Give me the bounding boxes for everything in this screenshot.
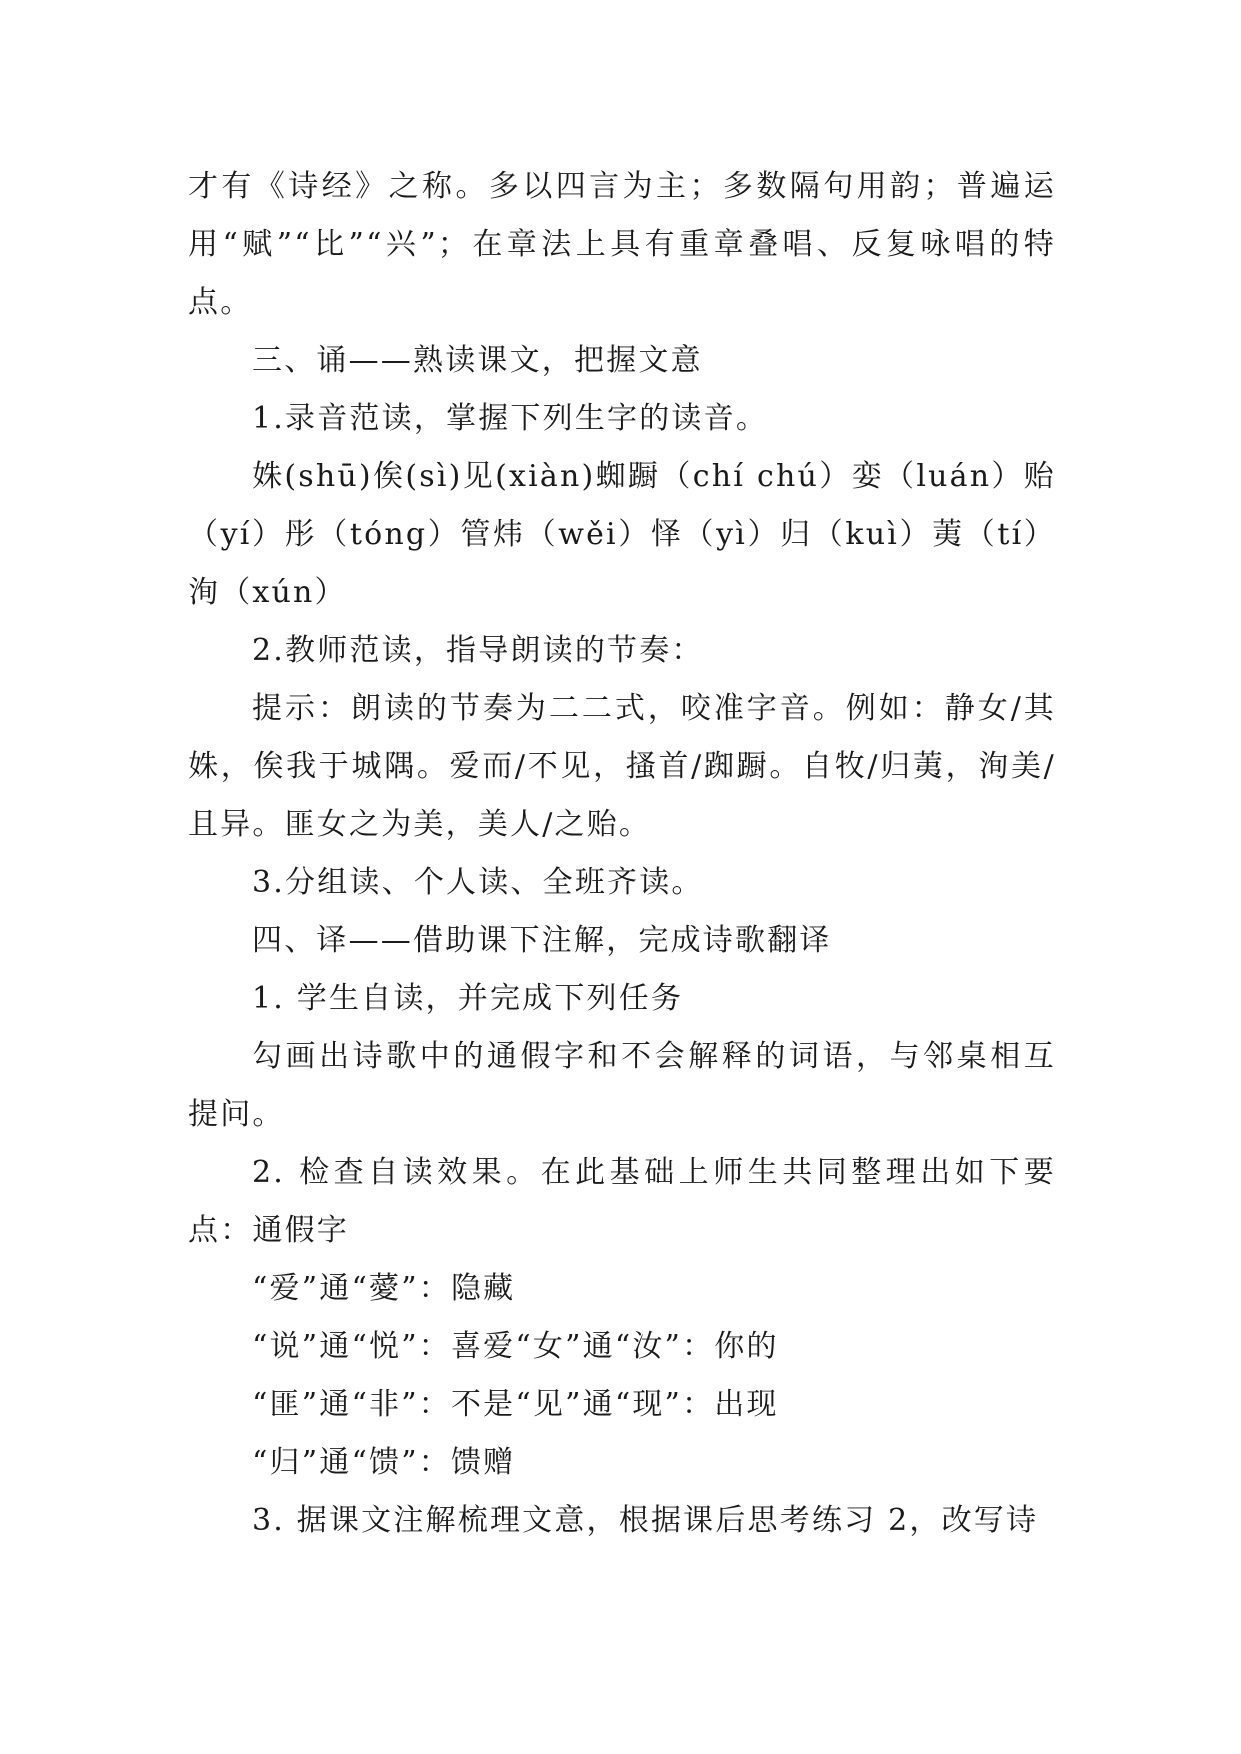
document-body bbox=[188, 158, 1056, 1550]
section-heading-recite: 三、诵——熟读课文，把握文意 bbox=[252, 343, 703, 378]
section-heading-translate: 四、译——借助课下注解，完成诗歌翻译 bbox=[252, 923, 832, 958]
list-item-teacher-reading: 2.教师范读，指导朗读的节奏： bbox=[252, 633, 704, 668]
tongjia-item-gui: “归”通“馈”：馈赠 bbox=[252, 1445, 516, 1480]
list-item-self-reading: 1. 学生自读，并完成下列任务 bbox=[252, 981, 684, 1016]
list-item-check-results: 2. 检查自读效果。在此基础上师生共同整理出如下要点：通假字 bbox=[188, 1155, 1056, 1248]
paragraph-task-description: 勾画出诗歌中的通假字和不会解释的词语，与邻桌相互提问。 bbox=[188, 1039, 1056, 1132]
list-item-recording-reading: 1.录音范读，掌握下列生字的读音。 bbox=[252, 401, 769, 436]
paragraph-shijing-intro: 才有《诗经》之称。多以四言为主；多数隔句用韵；普遍运用“赋”“比”“兴”；在章法上具有重章叠唱、反复咏唱的特点。 bbox=[188, 169, 1056, 320]
paragraph-pronunciation-list: 姝(shū)俟(sì)见(xiàn)蜘蹰（chí chú）娈（luán）贻（yí）彤（tóng）管炜（wěi）怿（yì）归（kuì）荑（tí）洵（xún） bbox=[188, 459, 1056, 610]
tongjia-item-fei-jian: “匪”通“非”：不是“见”通“现”：出现 bbox=[252, 1387, 779, 1422]
paragraph-rhythm-tip: 提示：朗读的节奏为二二式，咬准字音。例如：静女/其姝，俟我于城隅。爱而/不见，搔首/踟蹰。自牧/归荑，洵美/且异。匪女之为美，美人/之贻。 bbox=[188, 691, 1056, 842]
list-item-group-reading: 3.分组读、个人读、全班齐读。 bbox=[252, 865, 704, 900]
tongjia-item-shuo-nv: “说”通“悦”：喜爱“女”通“汝”：你的 bbox=[252, 1329, 779, 1364]
list-item-rewrite-poem: 3. 据课文注解梳理文意，根据课后思考练习 2，改写诗 bbox=[252, 1503, 1039, 1538]
tongjia-item-ai: “爱”通“薆”：隐藏 bbox=[252, 1271, 516, 1306]
